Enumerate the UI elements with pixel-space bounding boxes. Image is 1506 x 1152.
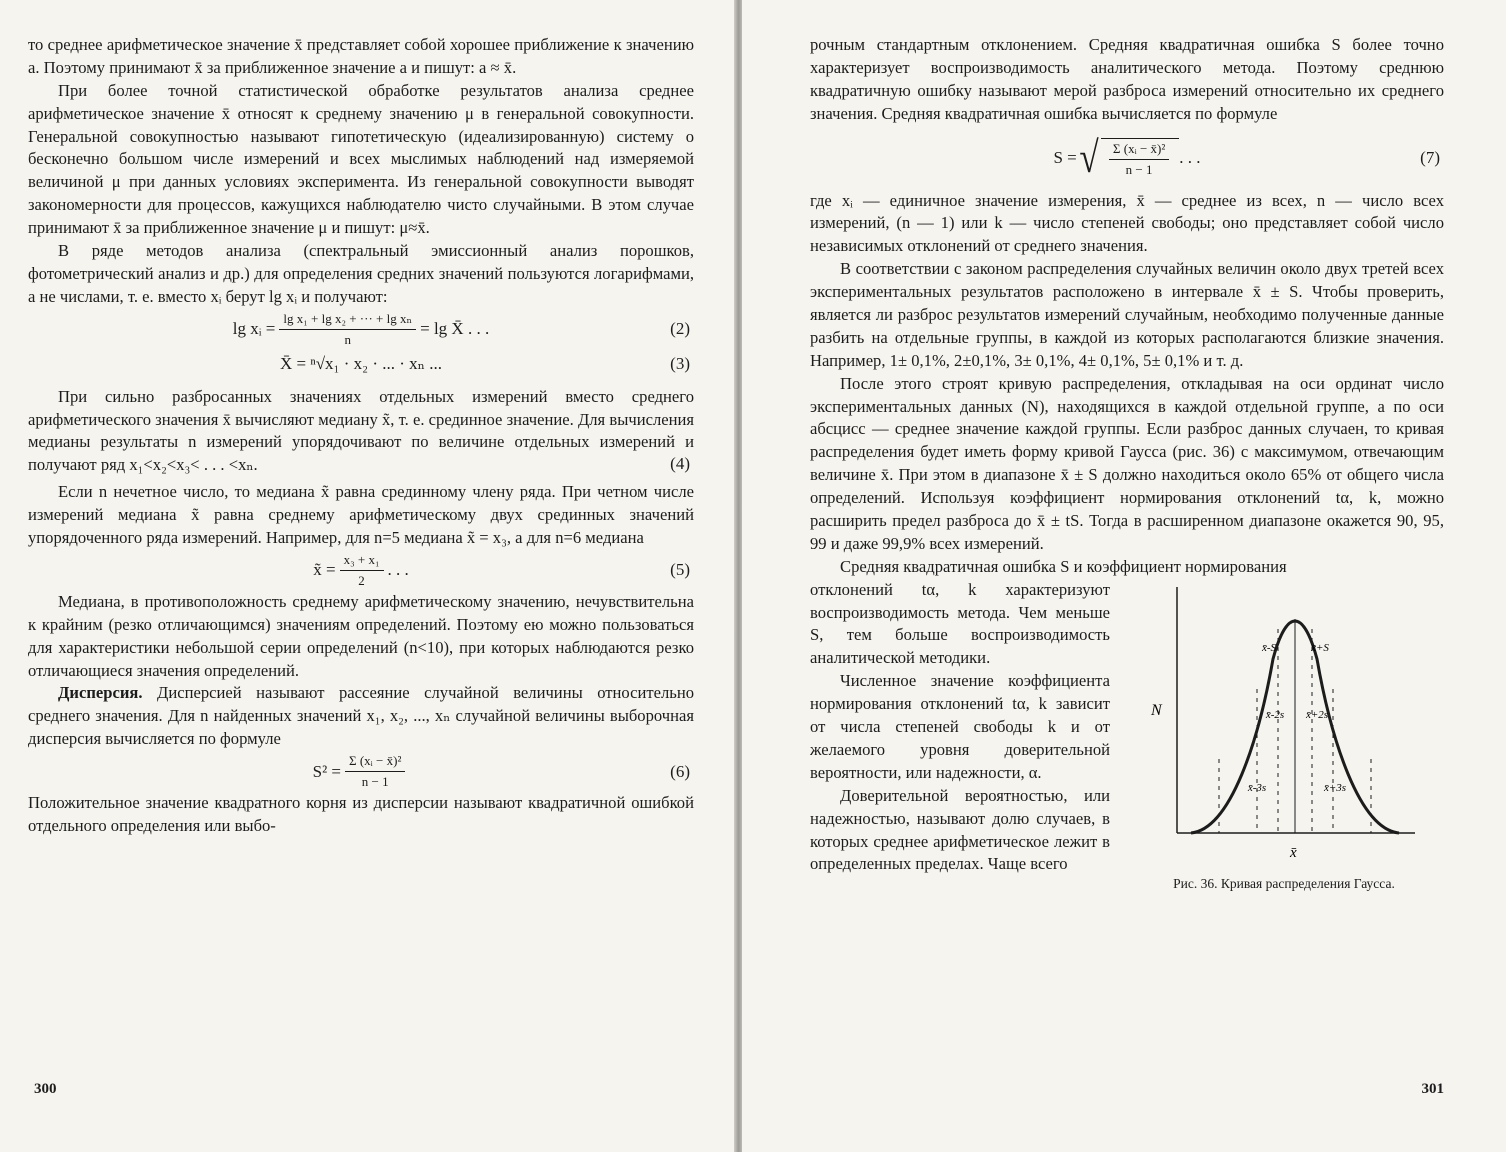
paragraph: Численное значение коэффициента нормирования отклонений tα, k зависит от числа степеней свободы k и от желаемого уровня доверительной вероятности, или надежности, α. [810,671,1110,782]
paragraph: то среднее арифметическое значение x̄ представляет собой хорошее приближение к значению a. Поэтому принимают x̄ за приближенное значение a и пишут: a ≈ x̄. [28,35,694,77]
fraction-denominator: n − 1 [1125,161,1153,177]
fraction-denominator: 2 [358,572,365,588]
paragraph: При сильно разбросанных значениях отдельных измерений вместо среднего арифметического значения x̄ вычисляют медиану x̃, т. е. срединное значение. Для вычисления медианы результаты n измерений упорядочивают по величине отдельных измерений и получают ряд x₁<x₂<x₃< . . . <xₙ. [28,386,694,475]
equation-6 [28,753,694,790]
equation-number: (5) [670,560,690,580]
equation-2 [28,311,694,348]
right-page [742,0,1506,1152]
label-plus-2s: x̄+2s [1305,708,1329,721]
paragraph: После этого строят кривую распределения, откладывая на оси ординат число экспериментальных данных (N), находящихся в каждой отдельной группе, а по оси абсцисс — среднее значение каждой группы. Если разброс данных случаен, то кривая распределения будет иметь форму кривой Гаусса (рис. 36) с максимумом, отвечающим величине x̄. При этом в диапазоне x̄ ± S должно находиться около 65% от общего числа определений. Используя коэффициент нормирования отклонений tα, k, можно расширить предел разброса до x̄ ± tS. Тогда в расширенном диапазоне окажется 90, 95, 99 и даже 99,9% всех измерений. [810,373,1444,553]
equation-fraction [345,753,405,790]
equation-lhs: S² = [312,761,342,781]
label-minus-s: x̄-S [1261,641,1277,654]
equation-4 [28,453,694,475]
fraction-numerator: Σ (xᵢ − x̄)² [1109,141,1169,160]
equation-fraction [340,552,384,589]
paragraph: В ряде методов анализа (спектральный эмиссионный анализ порошков, фотометрический анализ и др.) для определения средних значений пользуются логарифмами, а не числами, т. е. вместо xᵢ берут lg xᵢ и получают: [28,241,694,306]
x-axis-label: x̄ [1290,844,1297,861]
equation-3 [28,350,694,378]
label-plus-s: x̄+S [1311,641,1329,654]
equation-number: (3) [670,353,690,373]
paragraph: В соответствии с законом распределения случайных величин около двух третей всех экспериментальных результатов расположено в интервале x̄ ± S. Чтобы проверить, является ли разброс результатов измерений случайным, необходимо полученные данные разбить на отдельные группы, в каждой из которых располагаются близкие значения. Например, 1± 0,1%, 2±0,1%, 3± 0,1%, 4± 0,1%, 5± 0,1% и т. д. [810,259,1444,370]
fraction-numerator: lg x₁ + lg x₂ + ··· + lg xₙ [279,311,416,330]
equation-fraction [279,311,416,348]
equation-7 [810,132,1444,182]
equation-lhs: x̃ = [313,560,336,580]
equation-number: (6) [670,761,690,781]
radicand [1101,138,1179,178]
equation-number: (7) [1420,147,1440,167]
page-number: 300 [34,1081,57,1097]
equation-lhs: S = [1053,147,1077,167]
fraction-denominator: n [344,331,351,347]
square-root [1077,132,1180,182]
y-axis-label: N [1151,701,1162,719]
fraction-numerator: Σ (xᵢ − x̄)² [345,753,405,772]
left-page [0,0,738,1152]
label-minus-3s: x̄-3s [1247,781,1267,794]
paragraph: отклонений tα, k характеризуют воспроизводимость метода. Чем меньше S, тем больше воспроизводимость аналитической методики. [810,579,1110,668]
figure-gauss-curve [1124,579,1444,893]
wrapped-text-column [810,579,1110,893]
fraction-numerator: x₃ + x₁ [340,552,384,571]
equation-rhs: = lg X̄ . . . [420,319,490,339]
paragraph: При более точной статистической обработке результатов анализа среднее арифметическое значение x̄ относят к среднему значению μ в генеральной совокупности. Генеральной совокупностью называют гипотетическую (идеализированную) систему о бесконечно большом числе измерений и всех мыслимых наблюдений над измеряемой величиной μ при данных условиях эксперимента. Из генеральной совокупности выводят закономерности для процессов, кажущихся наблюдателю чисто случайными. В этом случае принимают x̄ за приближенное значение μ и пишут: μ≈x̄. [28,80,694,238]
figure-caption: Рис. 36. Кривая распределения Гаусса. [1173,875,1395,891]
radical-sign: √ [1079,132,1099,182]
paragraph: Если n нечетное число, то медиана x̃ равна срединному члену ряда. При четном числе измерений медиана x̃ равна среднему арифметическому двух срединных значений упорядоченного ряда измерений. Например, для n=5 медиана x̃ = x₃, а для n=6 медиана [28,482,694,548]
equation-fraction [1109,141,1169,178]
paragraph: Доверительной вероятностью, или надежностью, называют долю случаев, в которых среднее арифметическое лежит в определенных пределах. Чаще всего [810,785,1110,874]
paragraph: Положительное значение квадратного корня из дисперсии называют квадратичной ошибкой отдельного определения или выбо- [28,793,694,836]
paragraph: где xᵢ — единичное значение измерения, x̄ — среднее из всех, n — число всех измерений, (n — 1) или k — число степеней свободы; оно представляет собой число независимых отклонений от среднего значения. [810,190,1444,256]
equation-number: (2) [670,319,690,339]
text-with-figure [810,579,1444,893]
paragraph-text: Дисперсией называют рассеяние случайной величины относительно среднего значения. Для n найденных значений x₁, x₂, ..., xₙ случайной величины выборочная дисперсия вычисляется по формуле [28,683,694,749]
paragraph [28,682,694,751]
equation-rhs: . . . [387,560,409,580]
equation-body: X̄ = ⁿ√x₁ · x₂ · ... · xₙ ... [280,353,442,373]
fraction-denominator: n − 1 [361,774,389,790]
equation-rhs: . . . [1179,147,1201,167]
label-plus-3s: x̄+3s [1323,781,1347,794]
label-minus-2s: x̄-2s [1265,708,1285,721]
term-heading: Дисперсия. [58,683,143,703]
equation-5 [28,552,694,589]
equation-lhs: lg xᵢ = [232,319,276,339]
gauss-curve-plot [1139,579,1429,869]
paragraph: Медиана, в противоположность среднему арифметическому значению, нечувствительна к крайним (резко отличающимся) значениям определений. Поэтому ею можно пользоваться для характеристики небольшой серии определений (n<10), при которых наблюдаются резко отличающиеся значения определений. [28,591,694,680]
equation-number: (4) [670,454,690,474]
page-number: 301 [1421,1081,1444,1097]
paragraph: Средняя квадратичная ошибка S и коэффициент нормирования [840,556,1287,576]
paragraph: рочным стандартным отклонением. Средняя квадратичная ошибка S более точно характеризует воспроизводимость аналитического метода. Поэтому среднюю квадратичную ошибку называют мерой разброса измерений относительно их среднего значения. Средняя квадратичная ошибка вычисляется по формуле [810,35,1444,123]
